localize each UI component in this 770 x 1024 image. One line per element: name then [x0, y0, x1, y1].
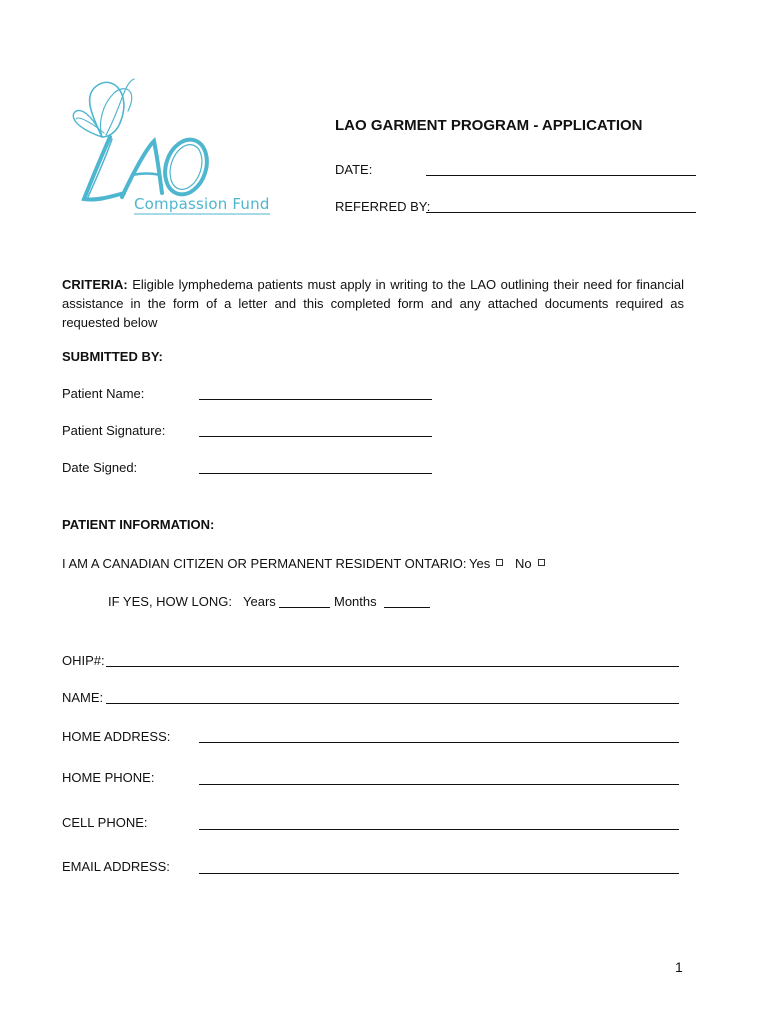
cell-phone-input[interactable]: [201, 813, 677, 829]
home-phone-label: HOME PHONE:: [62, 770, 155, 785]
email-address-input[interactable]: [201, 857, 677, 873]
home-address-input[interactable]: [201, 726, 677, 742]
referred-by-line: [426, 212, 696, 213]
date-label: DATE:: [335, 162, 373, 177]
citizen-yes-label: Yes: [469, 556, 491, 571]
email-address-line: [199, 873, 679, 874]
home-phone-input[interactable]: [201, 768, 677, 784]
yes-checkbox[interactable]: [496, 559, 503, 566]
name-line: [106, 703, 679, 704]
referred-by-label: REFERRED BY:: [335, 199, 431, 214]
patient-name-input[interactable]: [201, 383, 430, 399]
home-address-line: [199, 742, 679, 743]
date-signed-label: Date Signed:: [62, 460, 138, 475]
ohip-input[interactable]: [108, 650, 677, 666]
ohip-label: OHIP#:: [62, 653, 105, 668]
patient-information-heading: PATIENT INFORMATION:: [62, 517, 215, 532]
date-signed-line: [199, 473, 432, 474]
criteria-label: CRITERIA:: [62, 277, 128, 292]
home-phone-line: [199, 784, 679, 785]
email-address-label: EMAIL ADDRESS:: [62, 859, 170, 874]
criteria-text: Eligible lymphedema patients must apply in writing to the LAO outlining their need for financial assistance in the form of a letter and this completed form and any attached documents required as requested below: [62, 277, 684, 330]
citizen-no-label: No: [515, 556, 532, 571]
name-input[interactable]: [108, 687, 677, 703]
no-checkbox[interactable]: [538, 559, 545, 566]
patient-signature-label: Patient Signature:: [62, 423, 166, 438]
patient-name-line: [199, 399, 432, 400]
submitted-by-heading: SUBMITTED BY:: [62, 349, 163, 364]
cell-phone-line: [199, 829, 679, 830]
months-line: [384, 607, 430, 608]
name-label: NAME:: [62, 690, 104, 705]
years-label: Years: [243, 594, 276, 609]
date-line: [426, 175, 696, 176]
date-input[interactable]: [428, 159, 694, 175]
home-address-label: HOME ADDRESS:: [62, 729, 171, 744]
months-input[interactable]: [385, 591, 429, 607]
patient-signature-input[interactable]: [201, 420, 430, 436]
patient-signature-line: [199, 436, 432, 437]
years-line: [279, 607, 330, 608]
form-title: LAO GARMENT PROGRAM - APPLICATION: [335, 117, 643, 134]
months-label: Months: [334, 594, 377, 609]
referred-by-input[interactable]: [428, 196, 694, 212]
page-number: 1: [675, 959, 683, 975]
logo-compassion-fund-text: Compassion Fund: [134, 195, 270, 213]
citizen-question: I AM A CANADIAN CITIZEN OR PERMANENT RESIDENT ONTARIO:: [62, 556, 467, 571]
date-signed-input[interactable]: [201, 457, 430, 473]
how-long-label: IF YES, HOW LONG:: [108, 594, 233, 609]
ohip-line: [106, 666, 679, 667]
cell-phone-label: CELL PHONE:: [62, 815, 148, 830]
citizen-yes-option[interactable]: [469, 556, 503, 572]
lao-logo: [62, 75, 272, 225]
years-input[interactable]: [280, 591, 329, 607]
citizen-no-option[interactable]: [515, 556, 545, 572]
criteria-paragraph: [62, 275, 684, 332]
patient-name-label: Patient Name:: [62, 386, 145, 401]
